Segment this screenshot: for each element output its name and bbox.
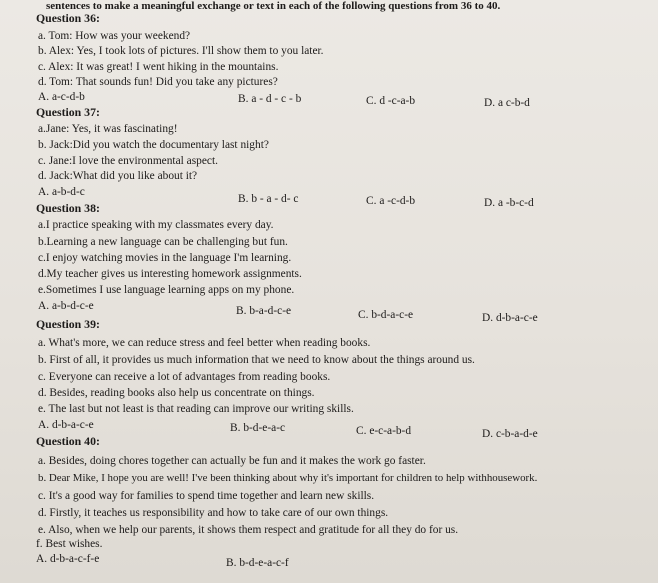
question-36-option-a[interactable] <box>38 91 85 104</box>
question-39-item-b: b. First of all, it provides us much information that we need to know about the things around us. <box>38 354 475 366</box>
question-38-option-c[interactable] <box>358 309 413 322</box>
question-37-option-b[interactable] <box>238 193 298 206</box>
question-36-option-b[interactable] <box>238 93 301 106</box>
question-40-item-f: f. Best wishes. <box>36 538 103 550</box>
question-39-option-d[interactable] <box>482 428 538 441</box>
question-36-option-d[interactable] <box>484 97 530 110</box>
option-letter: B. <box>226 557 237 569</box>
question-37-item-c: c. Jane:I love the environmental aspect. <box>38 155 218 167</box>
option-letter: A. <box>38 419 50 431</box>
option-text: b-d-a-c-e <box>371 309 414 321</box>
option-letter: D. <box>482 428 494 440</box>
question-38-item-e: e.Sometimes I use language learning apps on my phone. <box>38 284 295 296</box>
question-37-option-d[interactable] <box>484 197 534 210</box>
option-letter: B. <box>236 305 247 317</box>
option-text: b-d-e-a-c <box>243 422 286 434</box>
question-37-item-b: b. Jack:Did you watch the documentary last night? <box>38 139 269 151</box>
question-38-option-a[interactable] <box>38 300 94 313</box>
option-letter: C. <box>366 195 377 207</box>
option-text: d -c-a-b <box>379 95 416 107</box>
question-39-item-c: c. Everyone can receive a lot of advantages from reading books. <box>38 371 331 383</box>
question-39-item-a: a. What's more, we can reduce stress and feel better when reading books. <box>38 337 371 349</box>
option-text: d-b-a-c-f-e <box>49 553 100 565</box>
question-40-option-b[interactable] <box>226 557 289 570</box>
option-letter: A. <box>38 300 50 312</box>
question-37-title: Question 37: <box>36 105 100 119</box>
option-text: b - a - d- c <box>251 193 299 205</box>
question-37-option-a[interactable] <box>38 186 85 199</box>
question-39-title: Question 39: <box>36 317 100 331</box>
question-38-title: Question 38: <box>36 201 100 215</box>
option-text: a-b-d-c <box>51 186 85 198</box>
question-37-item-a: a.Jane: Yes, it was fascinating! <box>38 123 178 135</box>
question-38-option-d[interactable] <box>482 312 538 325</box>
question-38-item-d: d.My teacher gives us interesting homework assignments. <box>38 268 302 280</box>
question-37-option-c[interactable] <box>366 195 415 208</box>
question-39-option-c[interactable] <box>356 425 411 438</box>
question-40-option-a[interactable] <box>36 553 99 566</box>
question-40-item-e: e. Also, when we help our parents, it shows them respect and gratitude for all they do for us. <box>38 524 459 536</box>
option-letter: A. <box>38 91 50 103</box>
option-text: a - d - c - b <box>251 93 302 105</box>
option-letter: B. <box>238 193 249 205</box>
question-37-item-d: d. Jack:What did you like about it? <box>38 170 198 182</box>
option-text: a -b-c-d <box>497 197 534 209</box>
option-text: b-d-e-a-c-f <box>239 557 289 569</box>
question-36-item-b: b. Alex: Yes, I took lots of pictures. I'll show them to you later. <box>38 45 324 57</box>
question-36-item-a: a. Tom: How was your weekend? <box>38 30 191 42</box>
question-36-item-c: c. Alex: It was great! I went hiking in the mountains. <box>38 61 279 73</box>
option-letter: B. <box>238 93 249 105</box>
question-36-title: Question 36: <box>36 11 100 25</box>
question-40-item-a: a. Besides, doing chores together can actually be fun and it makes the work go faster. <box>38 455 426 467</box>
question-38-item-b: b.Learning a new language can be challenging but fun. <box>38 236 288 248</box>
question-40-item-d: d. Firstly, it teaches us responsibility and how to take care of our own things. <box>38 507 389 519</box>
question-38-option-b[interactable] <box>236 305 291 318</box>
question-36-option-c[interactable] <box>366 95 415 108</box>
question-38-item-a: a.I practice speaking with my classmates every day. <box>38 219 274 231</box>
option-letter: A. <box>36 553 48 565</box>
question-39-item-d: d. Besides, reading books also help us concentrate on things. <box>38 387 315 399</box>
question-40-item-c: c. It's a good way for families to spend time together and learn new skills. <box>38 490 375 502</box>
option-letter: C. <box>366 95 377 107</box>
option-letter: B. <box>230 422 241 434</box>
option-letter: C. <box>358 309 369 321</box>
option-text: b-a-d-c-e <box>249 305 292 317</box>
question-39-option-a[interactable] <box>38 419 94 432</box>
option-letter: D. <box>482 312 494 324</box>
option-letter: A. <box>38 186 50 198</box>
option-text: c-b-a-d-e <box>495 428 538 440</box>
question-40-item-b: b. Dear Mike, I hope you are well! I've been thinking about why it's important for children to help withhousework. <box>38 472 538 484</box>
option-text: a-c-d-b <box>51 91 85 103</box>
option-text: a c-b-d <box>497 97 530 109</box>
option-text: d-b-a-c-e <box>51 419 94 431</box>
question-36-item-d: d. Tom: That sounds fun! Did you take any pictures? <box>38 76 278 88</box>
option-text: d-b-a-c-e <box>495 312 538 324</box>
option-text: e-c-a-b-d <box>369 425 412 437</box>
option-letter: C. <box>356 425 367 437</box>
option-text: a -c-d-b <box>379 195 416 207</box>
question-39-option-b[interactable] <box>230 422 285 435</box>
option-letter: D. <box>484 197 496 209</box>
question-38-item-c: c.I enjoy watching movies in the language I'm learning. <box>38 252 292 264</box>
question-40-title: Question 40: <box>36 434 100 448</box>
question-39-item-e: e. The last but not least is that reading can improve our writing skills. <box>38 403 354 415</box>
option-text: a-b-d-c-e <box>51 300 94 312</box>
option-letter: D. <box>484 97 496 109</box>
instruction-text: sentences to make a meaningful exchange or text in each of the following questions from 36 to 40. <box>46 0 501 12</box>
